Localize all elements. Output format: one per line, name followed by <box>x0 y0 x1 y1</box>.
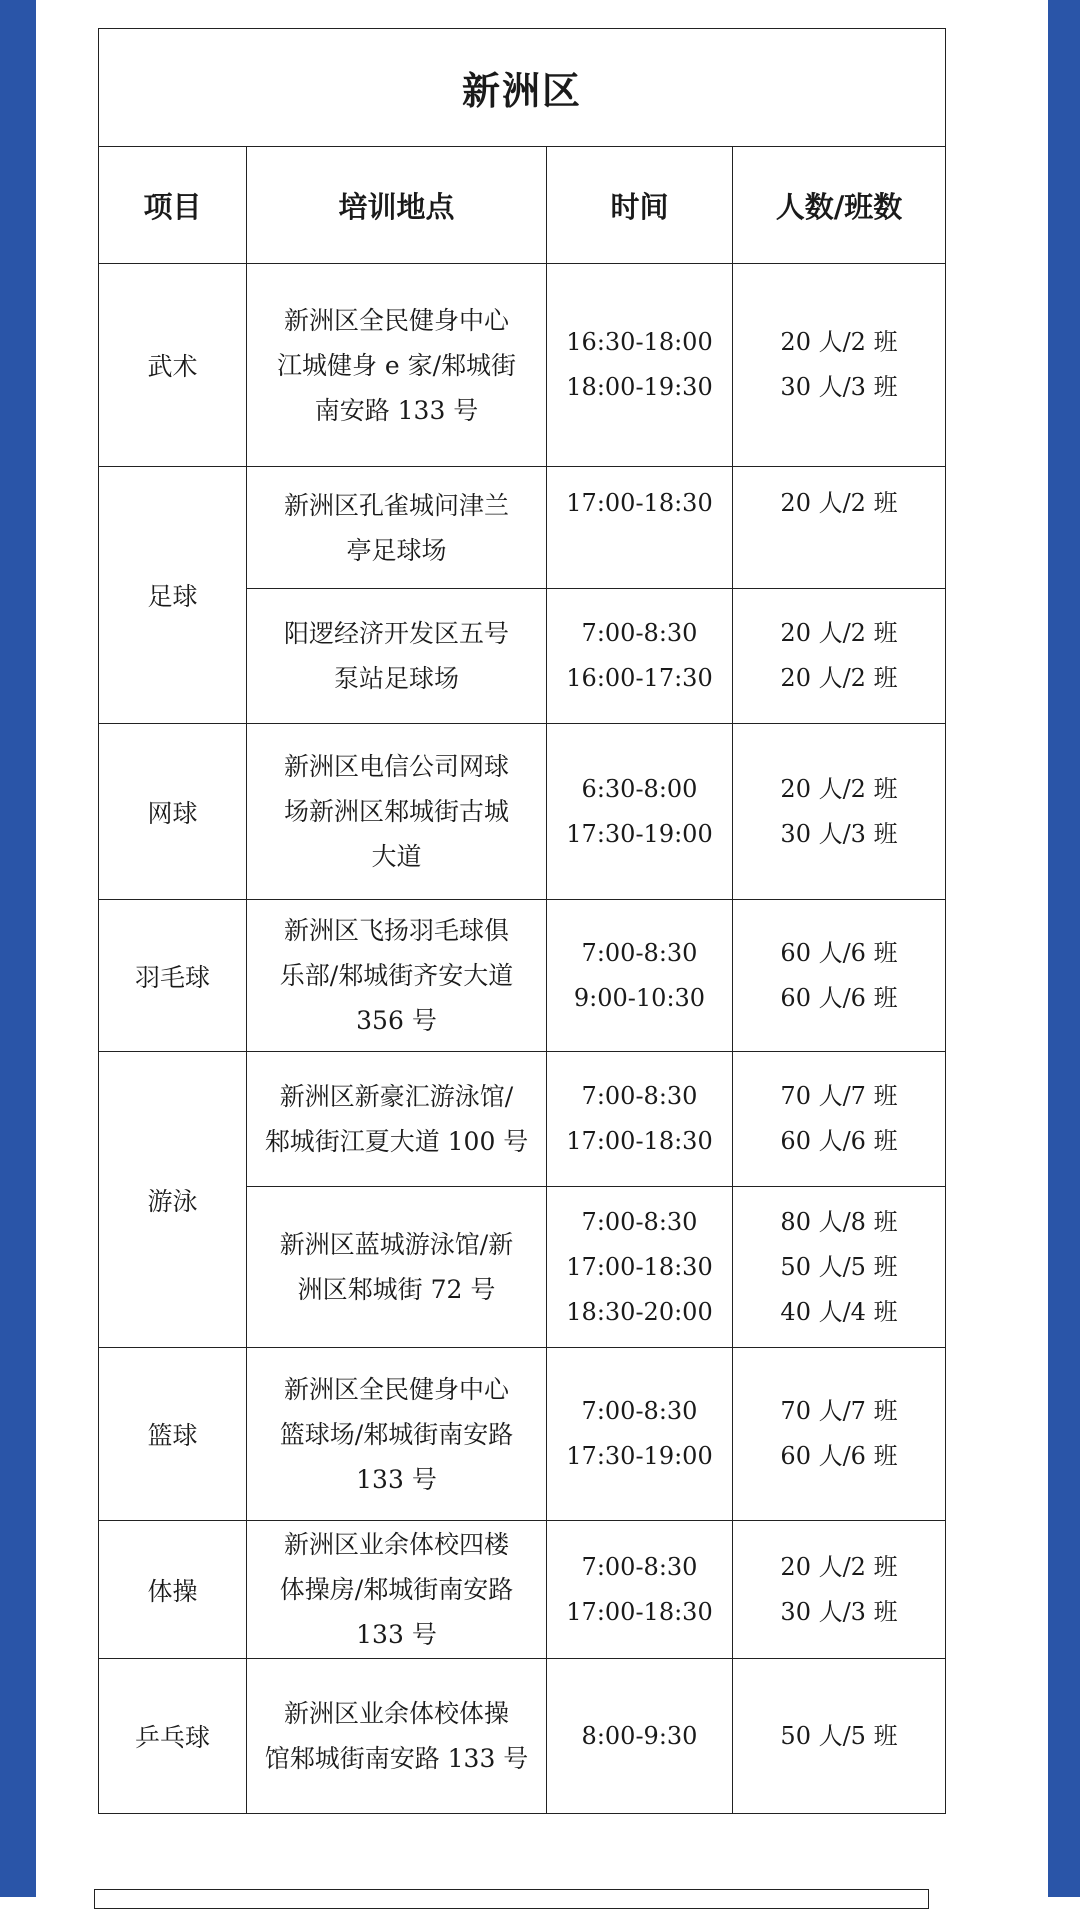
count-cell: 70 人/7 班 60 人/6 班 <box>733 1348 946 1521</box>
title-row <box>99 29 946 147</box>
location-cell: 新洲区全民健身中心 江城健身 e 家/邾城街 南安路 133 号 <box>247 264 547 467</box>
project-cell: 足球 <box>99 467 247 724</box>
time-cell: 8:00-9:30 <box>547 1659 733 1814</box>
header-time: 时间 <box>547 147 733 264</box>
table-title: 新洲区 <box>99 29 946 147</box>
count-cell: 80 人/8 班 50 人/5 班 40 人/4 班 <box>733 1187 946 1348</box>
table-row <box>99 900 946 1052</box>
time-cell: 7:00-8:30 17:30-19:00 <box>547 1348 733 1521</box>
table-row <box>99 724 946 900</box>
table-row <box>99 264 946 467</box>
location-cell: 新洲区孔雀城问津兰 亭足球场 <box>247 467 547 589</box>
next-table-top-edge <box>94 1889 929 1909</box>
header-count: 人数/班数 <box>733 147 946 264</box>
location-cell: 新洲区飞扬羽毛球俱 乐部/邾城街齐安大道 356 号 <box>247 900 547 1052</box>
table-row <box>99 467 946 589</box>
time-cell: 7:00-8:30 16:00-17:30 <box>547 589 733 724</box>
table-row <box>99 1348 946 1521</box>
location-cell: 阳逻经济开发区五号 泵站足球场 <box>247 589 547 724</box>
time-cell: 17:00-18:30 <box>547 467 733 589</box>
header-location: 培训地点 <box>247 147 547 264</box>
project-cell: 篮球 <box>99 1348 247 1521</box>
location-cell: 新洲区业余体校体操 馆邾城街南安路 133 号 <box>247 1659 547 1814</box>
count-cell: 70 人/7 班 60 人/6 班 <box>733 1052 946 1187</box>
time-cell: 7:00-8:30 9:00-10:30 <box>547 900 733 1052</box>
count-cell: 20 人/2 班 30 人/3 班 <box>733 1521 946 1659</box>
time-cell: 7:00-8:30 17:00-18:30 18:30-20:00 <box>547 1187 733 1348</box>
time-cell: 7:00-8:30 17:00-18:30 <box>547 1052 733 1187</box>
project-cell: 羽毛球 <box>99 900 247 1052</box>
time-cell: 7:00-8:30 17:00-18:30 <box>547 1521 733 1659</box>
location-cell: 新洲区电信公司网球 场新洲区邾城街古城 大道 <box>247 724 547 900</box>
header-project: 项目 <box>99 147 247 264</box>
header-row <box>99 147 946 264</box>
time-cell: 16:30-18:00 18:00-19:30 <box>547 264 733 467</box>
count-cell: 60 人/6 班 60 人/6 班 <box>733 900 946 1052</box>
count-cell: 20 人/2 班 30 人/3 班 <box>733 264 946 467</box>
table-row <box>99 1052 946 1187</box>
project-cell: 体操 <box>99 1521 247 1659</box>
location-cell: 新洲区新豪汇游泳馆/ 邾城街江夏大道 100 号 <box>247 1052 547 1187</box>
project-cell: 游泳 <box>99 1052 247 1348</box>
left-border-bar <box>0 0 36 1897</box>
location-cell: 新洲区蓝城游泳馆/新 洲区邾城街 72 号 <box>247 1187 547 1348</box>
project-cell: 网球 <box>99 724 247 900</box>
right-border-bar <box>1048 0 1080 1897</box>
location-cell: 新洲区全民健身中心 篮球场/邾城街南安路 133 号 <box>247 1348 547 1521</box>
count-cell: 50 人/5 班 <box>733 1659 946 1814</box>
count-cell: 20 人/2 班 30 人/3 班 <box>733 724 946 900</box>
table-row <box>99 1521 946 1659</box>
table-row <box>99 1659 946 1814</box>
time-cell: 6:30-8:00 17:30-19:00 <box>547 724 733 900</box>
training-schedule-table <box>98 28 946 1814</box>
count-cell: 20 人/2 班 20 人/2 班 <box>733 589 946 724</box>
project-cell: 武术 <box>99 264 247 467</box>
project-cell: 乒乓球 <box>99 1659 247 1814</box>
count-cell: 20 人/2 班 <box>733 467 946 589</box>
location-cell: 新洲区业余体校四楼 体操房/邾城街南安路 133 号 <box>247 1521 547 1659</box>
